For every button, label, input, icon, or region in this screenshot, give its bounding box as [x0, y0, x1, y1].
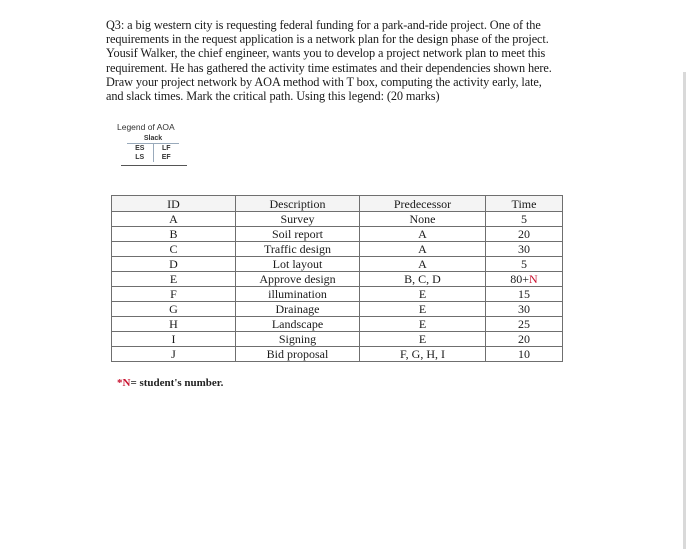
cell-description-text: Landscape	[271, 317, 324, 331]
cell-id	[112, 332, 236, 347]
cell-predecessor-text: E	[418, 317, 427, 331]
cell-id-text: G	[169, 302, 178, 316]
cell-time	[486, 347, 563, 362]
note-symbol: N	[122, 377, 131, 389]
cell-predecessor	[360, 347, 486, 362]
cell-time-text: 25	[518, 317, 530, 331]
cell-id-text: D	[169, 257, 178, 271]
cell-predecessor-text: E	[418, 287, 427, 301]
header-id: ID	[112, 196, 236, 212]
cell-description	[236, 227, 360, 242]
table-row	[112, 287, 563, 302]
cell-time-text: 30	[518, 242, 530, 256]
question-line: Q3: a big western city is requesting federal funding for a park-and-ride project. One of the	[106, 18, 541, 32]
student-number-symbol: N	[529, 272, 538, 286]
table-row	[112, 317, 563, 332]
question-line: Yousif Walker, the chief engineer, wants you to develop a project network plan to meet this	[106, 46, 546, 61]
cell-predecessor	[360, 227, 486, 242]
header-time: Time	[486, 196, 563, 212]
question-text	[106, 18, 588, 103]
cell-description	[236, 242, 360, 257]
question-line: requirements in the request application is a network plan for the design phase of the project.	[106, 32, 549, 47]
cell-predecessor	[360, 272, 486, 287]
cell-id-text: I	[171, 332, 176, 346]
cell-description-text: Approve design	[259, 272, 336, 286]
cell-description	[236, 212, 360, 227]
cell-time	[486, 227, 563, 242]
cell-description-text: Lot layout	[272, 257, 323, 271]
cell-id	[112, 317, 236, 332]
cell-time-text: 20	[518, 332, 530, 346]
cell-id-text: H	[169, 317, 178, 331]
cell-predecessor	[360, 287, 486, 302]
cell-id	[112, 212, 236, 227]
cell-id-text: F	[170, 287, 177, 301]
cell-id-text: C	[169, 242, 178, 256]
cell-time-text: 30	[518, 302, 530, 316]
cell-predecessor-text: None	[409, 212, 436, 226]
cell-predecessor	[360, 242, 486, 257]
question-line: requirement. He has gathered the activity time estimates and their dependencies shown here.	[106, 60, 552, 75]
cell-description	[236, 317, 360, 332]
cell-time-text: 15	[518, 287, 530, 301]
legend-ls: LS	[127, 153, 154, 162]
cell-description-text: Drainage	[275, 302, 320, 316]
cell-time-text: 5	[521, 257, 527, 271]
cell-time	[486, 287, 563, 302]
cell-description-text: Signing	[278, 332, 317, 346]
header-description: Description	[236, 196, 360, 212]
table-row	[112, 242, 563, 257]
cell-description-text: illumination	[268, 287, 327, 301]
cell-time-text: 80+	[510, 272, 530, 286]
table-row	[112, 347, 563, 362]
cell-predecessor	[360, 212, 486, 227]
legend-lf: LF	[161, 145, 171, 152]
cell-time	[486, 302, 563, 317]
cell-description	[236, 347, 360, 362]
table-header-row	[112, 196, 563, 212]
table-row	[112, 257, 563, 272]
cell-description-text: Survey	[280, 212, 315, 226]
cell-id	[112, 272, 236, 287]
legend-ef: EF	[161, 154, 171, 161]
cell-time	[486, 317, 563, 332]
cell-predecessor	[360, 302, 486, 317]
cell-time	[486, 272, 563, 287]
cell-id	[112, 242, 236, 257]
cell-time	[486, 332, 563, 347]
question-line: Draw your project network by AOA method with T box, computing the activity early, late,	[106, 74, 542, 89]
cell-description-text: Soil report	[272, 227, 323, 241]
cell-id	[112, 287, 236, 302]
student-number-note	[117, 377, 223, 389]
table-row	[112, 332, 563, 347]
cell-predecessor-text: E	[418, 302, 427, 316]
cell-time-text: 20	[518, 227, 530, 241]
cell-description-text: Traffic design	[264, 242, 331, 256]
legend-box	[117, 135, 187, 166]
cell-predecessor-text: E	[418, 332, 427, 346]
cell-description	[236, 272, 360, 287]
cell-description	[236, 302, 360, 317]
legend-title: Legend of AOA	[117, 122, 175, 132]
cell-description	[236, 257, 360, 272]
header-predecessor: Predecessor	[360, 196, 486, 212]
legend-es: ES	[127, 144, 154, 153]
legend-arrow-line	[121, 165, 187, 166]
cell-description	[236, 287, 360, 302]
cell-id	[112, 227, 236, 242]
aoa-legend	[117, 122, 197, 166]
cell-predecessor	[360, 317, 486, 332]
cell-time-text: 10	[518, 347, 530, 361]
cell-id	[112, 302, 236, 317]
cell-id-text: J	[171, 347, 176, 361]
cell-predecessor-text: A	[418, 257, 427, 271]
cell-time	[486, 242, 563, 257]
note-text: = student's number.	[130, 377, 224, 389]
cell-id-text: A	[169, 212, 178, 226]
cell-time	[486, 212, 563, 227]
cell-id	[112, 347, 236, 362]
cell-predecessor	[360, 257, 486, 272]
cell-time	[486, 257, 563, 272]
cell-description-text: Bid proposal	[266, 347, 329, 361]
legend-row-bottom	[127, 153, 179, 162]
table-row	[112, 272, 563, 287]
activity-table	[111, 195, 563, 362]
question-line: and slack times. Mark the critical path. Using this legend: (20 marks)	[106, 89, 440, 104]
cell-predecessor-text: A	[418, 227, 427, 241]
table-row	[112, 302, 563, 317]
table-row	[112, 227, 563, 242]
cell-id-text: B	[169, 227, 178, 241]
note-star: *	[117, 377, 123, 389]
page-edge-divider	[683, 72, 686, 549]
legend-row-top	[127, 144, 179, 153]
cell-predecessor-text: A	[418, 242, 427, 256]
table-row	[112, 212, 563, 227]
cell-predecessor-text: B, C, D	[404, 272, 441, 286]
cell-predecessor	[360, 332, 486, 347]
cell-predecessor-text: F, G, H, I	[399, 347, 446, 361]
cell-description	[236, 332, 360, 347]
legend-slack: Slack	[127, 135, 179, 144]
cell-id	[112, 257, 236, 272]
cell-time-text: 5	[521, 212, 527, 226]
cell-id-text: E	[169, 272, 178, 286]
